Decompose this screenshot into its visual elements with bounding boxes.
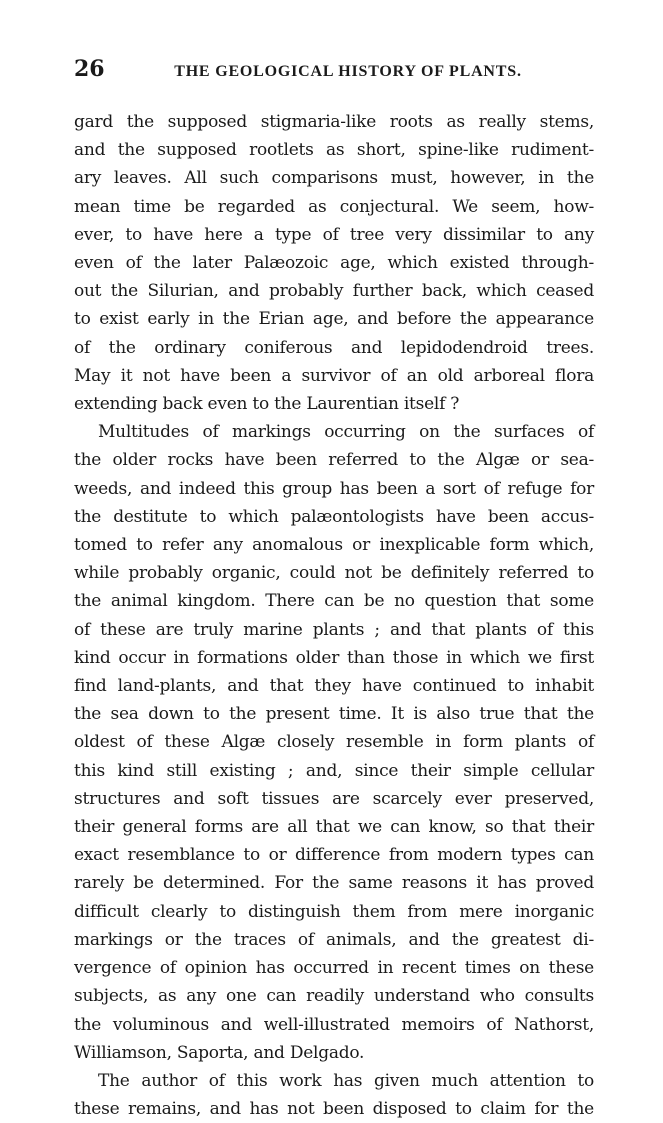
text-line: oldest of these Algæ closely resemble in form plants of	[74, 732, 594, 753]
text-line: ary leaves. All such comparisons must, however, in the	[74, 168, 594, 189]
text-line: their general forms are all that we can know, so that their	[74, 817, 594, 838]
text-line: May it not have been a survivor of an old arboreal flora	[74, 365, 594, 386]
paragraph	[74, 418, 594, 1067]
text-line: even of the later Palæozoic age, which existed through-	[74, 253, 594, 274]
text-line: the older rocks have been referred to the Algæ or sea-	[74, 450, 594, 471]
text-line: markings or the traces of animals, and the greatest di-	[74, 929, 594, 950]
page-header	[74, 56, 594, 86]
text-line: tomed to refer any anomalous or inexplicable form which,	[74, 535, 594, 556]
text-line: exact resemblance to or difference from modern types can	[74, 845, 594, 866]
paragraph	[74, 1067, 594, 1123]
text-line: of these are truly marine plants ; and that plants of this	[74, 619, 594, 640]
book-page	[74, 56, 594, 1123]
text-line: the animal kingdom. There can be no question that some	[74, 591, 594, 612]
text-line: to exist early in the Erian age, and before the appearance	[74, 309, 594, 330]
body-text	[74, 108, 594, 1123]
paragraph	[74, 108, 594, 418]
running-head: THE GEOLOGICAL HISTORY OF PLANTS.	[174, 63, 522, 80]
text-line: structures and soft tissues are scarcely ever preserved,	[74, 788, 594, 809]
text-line: while probably organic, could not be definitely referred to	[74, 563, 594, 584]
text-line: these remains, and has not been disposed to claim for the	[74, 1099, 594, 1120]
text-line: difficult clearly to distinguish them from mere inorganic	[74, 901, 594, 922]
page-number: 26	[74, 56, 105, 82]
text-line: ever, to have here a type of tree very dissimilar to any	[74, 224, 594, 245]
text-line: extending back even to the Laurentian itself ?	[74, 394, 460, 415]
text-line: Multitudes of markings occurring on the surfaces of	[98, 422, 594, 443]
text-line: and the supposed rootlets as short, spine-like rudiment-	[74, 140, 594, 161]
text-line: this kind still existing ; and, since their simple cellular	[74, 760, 594, 781]
text-line: gard the supposed stigmaria-like roots as really stems,	[74, 112, 594, 132]
text-line: rarely be determined. For the same reasons it has proved	[74, 873, 594, 894]
text-line: subjects, as any one can readily understand who consults	[74, 986, 594, 1007]
text-line: the sea down to the present time. It is also true that the	[74, 704, 594, 725]
text-line: find land-plants, and that they have continued to inhabit	[74, 676, 594, 697]
text-line: the destitute to which palæontologists have been accus-	[74, 506, 594, 527]
text-line: weeds, and indeed this group has been a sort of refuge for	[74, 478, 594, 499]
text-line: kind occur in formations older than those in which we first	[74, 647, 594, 668]
text-line: mean time be regarded as conjectural. We seem, how-	[74, 196, 594, 217]
text-line: vergence of opinion has occurred in recent times on these	[74, 958, 594, 979]
text-line: Williamson, Saporta, and Delgado.	[74, 1042, 365, 1063]
text-line: out the Silurian, and probably further back, which ceased	[74, 281, 594, 302]
text-line: of the ordinary coniferous and lepidodendroid trees.	[74, 337, 594, 358]
text-line: The author of this work has given much attention to	[98, 1070, 594, 1091]
text-line: the voluminous and well-illustrated memoirs of Nathorst,	[74, 1014, 594, 1035]
